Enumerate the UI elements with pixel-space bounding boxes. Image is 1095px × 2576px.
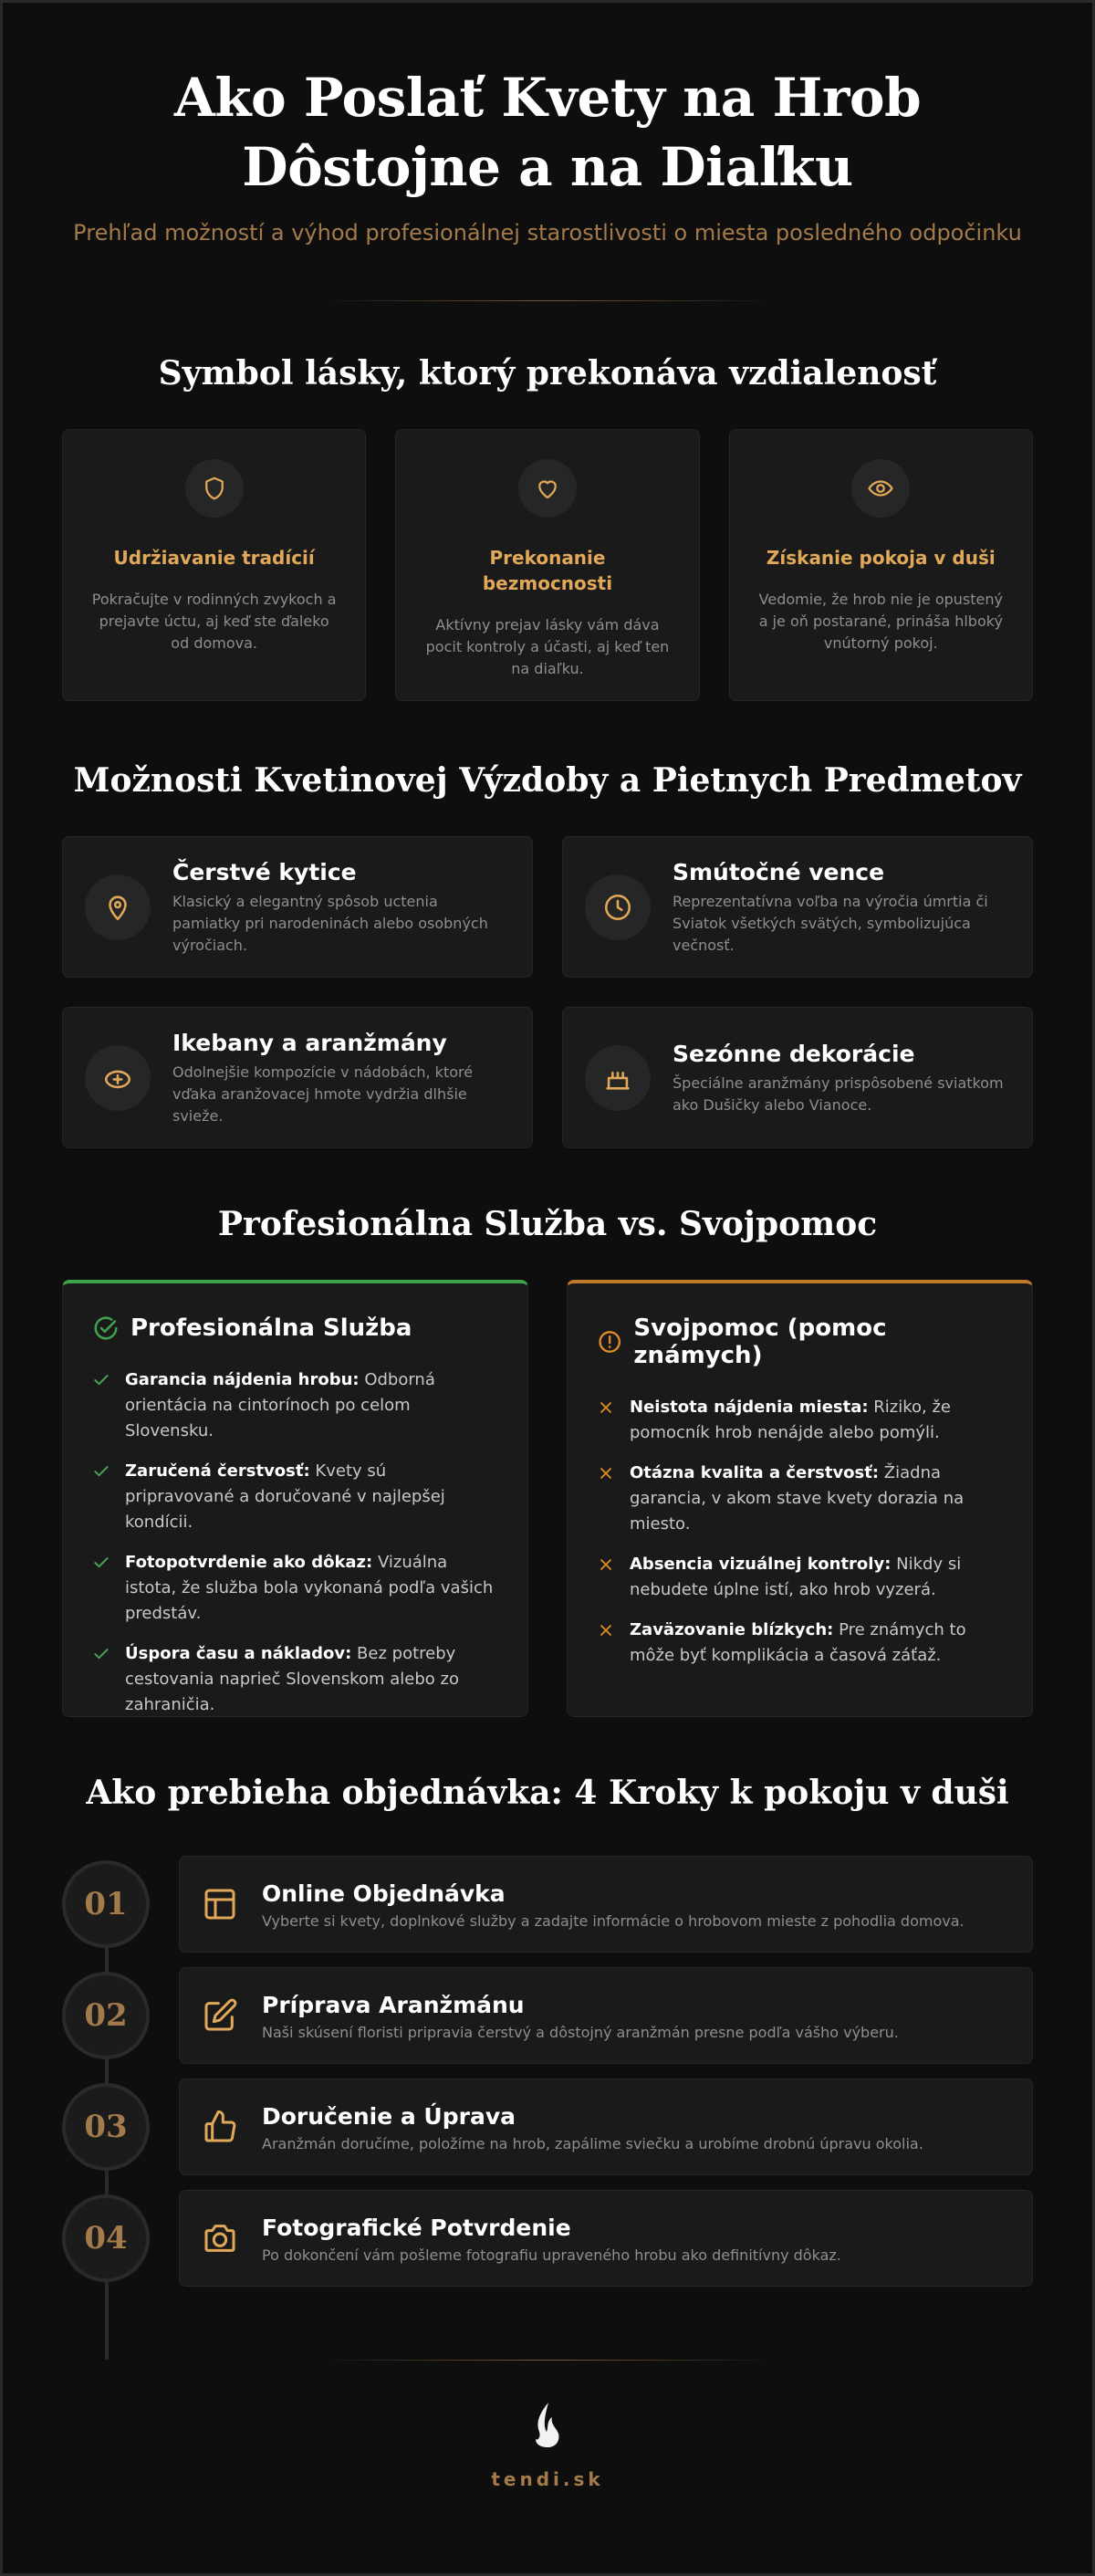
value-card: [395, 429, 699, 701]
step-title: Fotografické Potvrdenie: [262, 2214, 571, 2241]
page-title-line-2: Dôstojne a na Diaľku: [242, 136, 853, 198]
check-icon: [92, 1462, 110, 1481]
clock-icon: [585, 874, 651, 940]
page-title: [3, 63, 1092, 202]
professional-service-title: Profesionálna Služba: [130, 1314, 412, 1342]
professional-service-list: [92, 1367, 498, 1718]
divider: [319, 300, 776, 301]
eye-icon: [851, 459, 910, 518]
values-row: [3, 429, 1092, 701]
check-icon: [92, 1645, 110, 1663]
step-number: 02: [62, 1972, 150, 2059]
option-title: Ikebany a aranžmány: [172, 1029, 447, 1056]
brand-name[interactable]: tendi.sk: [491, 2468, 604, 2490]
list-item: Otázna kvalita a čerstvosť: Žiadna garancia, v akom stave kvety dorazia na miesto.: [597, 1461, 1003, 1537]
list-item: Úspora času a nákladov: Bez potreby cestovania naprieč Slovenskom alebo zo zahraničia.: [92, 1641, 498, 1718]
step-text: Po dokončení vám pošleme fotografiu upraveného hrobu ako definitívny dôkaz.: [262, 2246, 841, 2264]
values-section-title: Symbol lásky, ktorý prekonáva vzdialenosť: [158, 354, 937, 393]
options-section-title: Možnosti Kvetinovej Výzdoby a Pietnych Predmetov: [73, 761, 1022, 800]
option-text: Klasický a elegantný spôsob uctenia pamiatky pri narodeninách alebo osobných výročiach.: [172, 892, 488, 954]
flower-pot-icon: [85, 1045, 151, 1111]
value-card: [62, 429, 366, 701]
flame-logo-icon: [532, 2401, 563, 2448]
x-icon: [597, 1398, 615, 1417]
divider: [319, 2360, 776, 2361]
step-number: 04: [62, 2194, 150, 2282]
compare-section-title: Profesionálna Služba vs. Svojpomoc: [217, 1205, 878, 1243]
option-title: Smútočné vence: [673, 858, 885, 885]
step-title: Príprava Aranžmánu: [262, 1991, 525, 2018]
page-subtitle: Prehľad možností a výhod profesionálnej starostlivosti o miesta posledného odpočinku: [73, 220, 1022, 246]
option-text: Reprezentatívna voľba na výročia úmrtia či Sviatok všetkých svätých, symbolizujúca večnosť.: [673, 892, 988, 954]
camera-icon: [202, 2220, 238, 2257]
value-title: Prekonanie bezmocnosti: [482, 547, 613, 594]
step-number: 03: [62, 2083, 150, 2171]
value-text: Vedomie, že hrob nie je opustený a je oň postarané, prináša hlboký vnútorný pokoj.: [758, 591, 1003, 652]
list-item: Zaväzovanie blízkych: Pre známych to môže byť komplikácia a časová záťaž.: [597, 1618, 1003, 1669]
value-text: Pokračujte v rodinných zvykoch a prejavte úctu, aj keď ste ďaleko od domova.: [91, 591, 337, 652]
thumbs-up-icon: [202, 2109, 238, 2145]
self-help-card: [567, 1280, 1033, 1717]
value-card: [729, 429, 1033, 701]
options-grid: [3, 836, 1092, 1148]
option-card: [562, 1007, 1033, 1148]
footer: [3, 2401, 1092, 2490]
x-icon: [597, 1464, 615, 1482]
map-pin-icon: [85, 874, 151, 940]
step-text: Aranžmán doručíme, položíme na hrob, zapálime sviečku a urobíme drobnú úpravu okolia.: [262, 2134, 923, 2152]
option-text: Špeciálne aranžmány prispôsobené sviatkom ako Dušičky alebo Vianoce.: [673, 1073, 1004, 1114]
step: [62, 2071, 1033, 2183]
value-title: Udržiavanie tradícií: [113, 547, 315, 569]
hero: [3, 3, 1092, 246]
step: [62, 1848, 1033, 1960]
step: [62, 2183, 1033, 2294]
x-icon: [597, 1555, 615, 1574]
option-title: Čerstvé kytice: [172, 858, 357, 885]
heart-icon: [518, 459, 577, 518]
layout-icon: [202, 1886, 238, 1922]
option-card: [62, 1007, 533, 1148]
professional-service-card: [62, 1280, 528, 1717]
step-number: 01: [62, 1860, 150, 1948]
alert-circle-icon: [597, 1328, 622, 1356]
step-text: Vyberte si kvety, doplnkové služby a zadajte informácie o hrobovom mieste z pohodlia domova.: [262, 1911, 965, 1930]
list-item: Zaručená čerstvosť: Kvety sú pripravované a doručované v najlepšej kondícii.: [92, 1459, 498, 1535]
step-title: Doručenie a Úprava: [262, 2102, 516, 2130]
option-card: [62, 836, 533, 978]
value-text: Aktívny prejav lásky vám dáva pocit kontroly a účasti, aj keď ten na diaľku.: [425, 616, 670, 677]
check-icon: [92, 1371, 110, 1389]
option-text: Odolnejšie kompozície v nádobách, ktoré vďaka aranžovacej hmote vydržia dlhšie svieže.: [172, 1063, 474, 1125]
shield-icon: [185, 459, 244, 518]
x-icon: [597, 1621, 615, 1639]
list-item: Garancia nájdenia hrobu: Odborná orientácia na cintorínoch po celom Slovensku.: [92, 1367, 498, 1444]
self-help-list: [597, 1395, 1003, 1669]
steps-section-title: Ako prebieha objednávka: 4 Kroky k pokoju v duši: [86, 1774, 1009, 1812]
check-circle-icon: [92, 1314, 120, 1342]
check-icon: [92, 1554, 110, 1572]
page-title-line-1: Ako Poslať Kvety na Hrob: [173, 67, 922, 129]
steps-timeline: [3, 1848, 1092, 2294]
list-item: Fotopotvrdenie ako dôkaz: Vizuálna istota, že služba bola vykonaná podľa vašich predstáv.: [92, 1550, 498, 1627]
candles-icon: [585, 1045, 651, 1111]
edit-icon: [202, 1997, 238, 2034]
list-item: Neistota nájdenia miesta: Riziko, že pomocník hrob nenájde alebo pomýli.: [597, 1395, 1003, 1446]
step-title: Online Objednávka: [262, 1880, 506, 1907]
list-item: Absencia vizuálnej kontroly: Nikdy si nebudete úplne istí, ako hrob vyzerá.: [597, 1552, 1003, 1603]
option-title: Sezónne dekorácie: [673, 1040, 915, 1067]
step-text: Naši skúsení floristi pripravia čerstvý a dôstojný aranžmán presne podľa vášho výberu.: [262, 2023, 899, 2041]
option-card: [562, 836, 1033, 978]
self-help-title: Svojpomoc (pomoc známych): [633, 1314, 887, 1369]
step: [62, 1960, 1033, 2071]
value-title: Získanie pokoja v duši: [766, 547, 996, 569]
compare-row: [3, 1280, 1092, 1717]
